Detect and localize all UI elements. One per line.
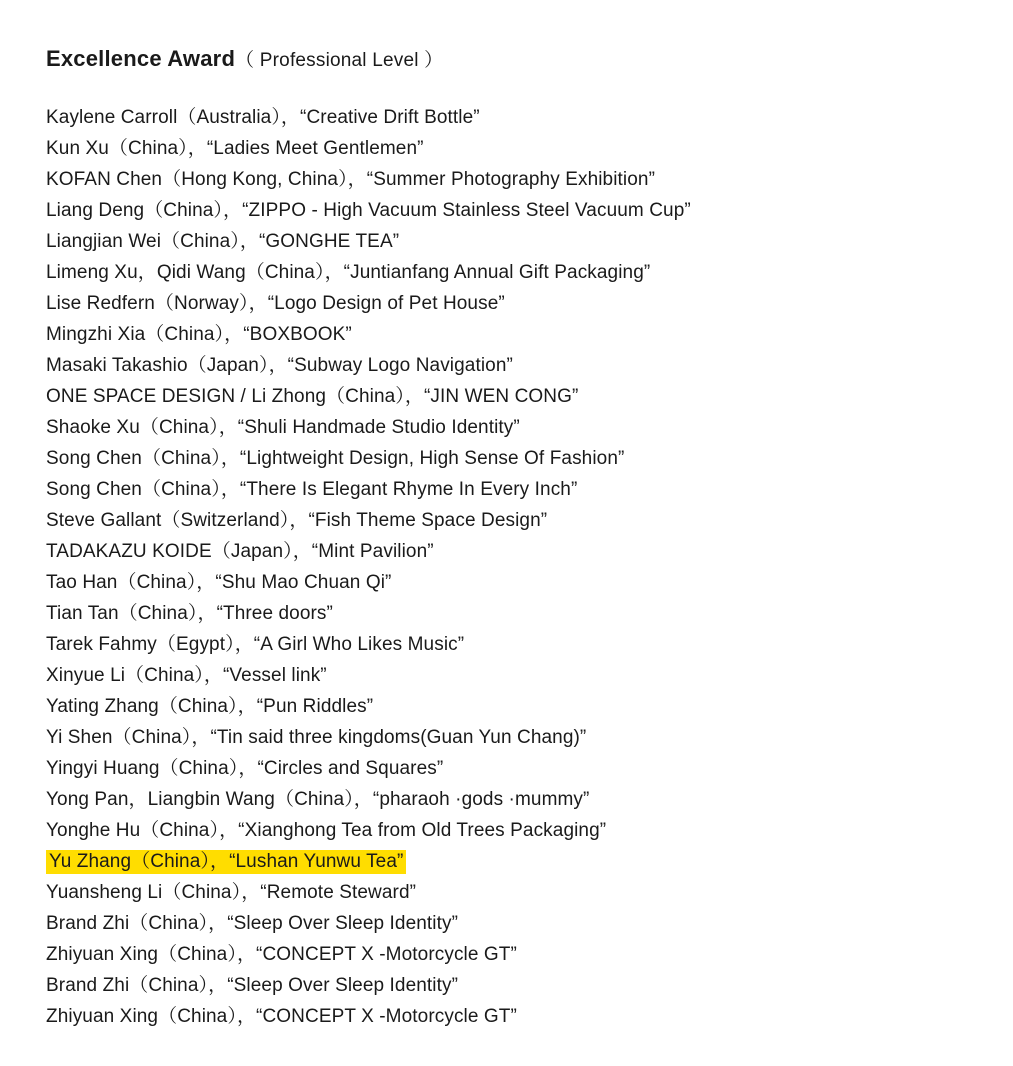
award-header bbox=[46, 44, 973, 76]
entry-text: Yonghe Hu（China），“Xianghong Tea from Old Trees Packaging” bbox=[46, 820, 607, 841]
list-item bbox=[46, 722, 973, 753]
list-item bbox=[46, 505, 973, 536]
list-item bbox=[46, 102, 973, 133]
entry-text: Kaylene Carroll（Australia），“Creative Drift Bottle” bbox=[46, 107, 480, 128]
entry-text: Liangjian Wei（China），“GONGHE TEA” bbox=[46, 231, 400, 252]
entry-text: Xinyue Li（China），“Vessel link” bbox=[46, 665, 327, 686]
entry-text: Yi Shen（China），“Tin said three kingdoms(Guan Yun Chang)” bbox=[46, 727, 587, 748]
award-level-label: （ Professional Level ） bbox=[235, 50, 444, 71]
list-item bbox=[46, 474, 973, 505]
entry-text: Yingyi Huang（China），“Circles and Squares” bbox=[46, 758, 444, 779]
entry-text: Yong Pan，Liangbin Wang（China），“pharaoh ·gods ·mummy” bbox=[46, 789, 590, 810]
entry-text: Brand Zhi（China），“Sleep Over Sleep Identity” bbox=[46, 913, 459, 934]
list-item bbox=[46, 970, 973, 1001]
entry-text: KOFAN Chen（Hong Kong, China），“Summer Photography Exhibition” bbox=[46, 169, 656, 190]
entry-text: Song Chen（China），“There Is Elegant Rhyme In Every Inch” bbox=[46, 479, 578, 500]
entry-text: Limeng Xu，Qidi Wang（China），“Juntianfang Annual Gift Packaging” bbox=[46, 262, 651, 283]
entry-text: Lise Redfern（Norway），“Logo Design of Pet House” bbox=[46, 293, 505, 314]
highlighted-entry-text: Yu Zhang（China），“Lushan Yunwu Tea” bbox=[46, 850, 406, 874]
entry-text: ONE SPACE DESIGN / Li Zhong（China），“JIN WEN CONG” bbox=[46, 386, 579, 407]
award-entry-list bbox=[46, 102, 973, 1032]
list-item bbox=[46, 660, 973, 691]
entry-text: Mingzhi Xia（China），“BOXBOOK” bbox=[46, 324, 352, 345]
entry-text: Yuansheng Li（China），“Remote Steward” bbox=[46, 882, 417, 903]
list-item bbox=[46, 846, 973, 877]
entry-text: Zhiyuan Xing（China），“CONCEPT X -Motorcycle GT” bbox=[46, 1006, 517, 1027]
page-title: Excellence Award bbox=[46, 46, 236, 71]
entry-text: TADAKAZU KOIDE（Japan），“Mint Pavilion” bbox=[46, 541, 434, 562]
entry-text: Masaki Takashio（Japan），“Subway Logo Navigation” bbox=[46, 355, 513, 376]
list-item bbox=[46, 350, 973, 381]
list-item bbox=[46, 691, 973, 722]
list-item bbox=[46, 567, 973, 598]
list-item bbox=[46, 939, 973, 970]
entry-text: Kun Xu（China），“Ladies Meet Gentlemen” bbox=[46, 138, 424, 159]
entry-text: Yating Zhang（China），“Pun Riddles” bbox=[46, 696, 374, 717]
entry-text: Shaoke Xu（China），“Shuli Handmade Studio Identity” bbox=[46, 417, 520, 438]
list-item bbox=[46, 288, 973, 319]
list-item bbox=[46, 195, 973, 226]
list-item bbox=[46, 443, 973, 474]
entry-text: Tarek Fahmy（Egypt），“A Girl Who Likes Music” bbox=[46, 634, 465, 655]
list-item bbox=[46, 598, 973, 629]
list-item bbox=[46, 381, 973, 412]
entry-text: Zhiyuan Xing（China），“CONCEPT X -Motorcycle GT” bbox=[46, 944, 517, 965]
entry-text: Steve Gallant（Switzerland），“Fish Theme Space Design” bbox=[46, 510, 548, 531]
list-item bbox=[46, 753, 973, 784]
list-item bbox=[46, 164, 973, 195]
entry-text: Tao Han（China），“Shu Mao Chuan Qi” bbox=[46, 572, 392, 593]
list-item bbox=[46, 412, 973, 443]
list-item bbox=[46, 815, 973, 846]
list-item bbox=[46, 133, 973, 164]
entry-text: Brand Zhi（China），“Sleep Over Sleep Identity” bbox=[46, 975, 459, 996]
list-item bbox=[46, 784, 973, 815]
list-item bbox=[46, 908, 973, 939]
entry-text: Song Chen（China），“Lightweight Design, High Sense Of Fashion” bbox=[46, 448, 625, 469]
entry-text: Tian Tan（China），“Three doors” bbox=[46, 603, 333, 624]
entry-text: Liang Deng（China），“ZIPPO - High Vacuum Stainless Steel Vacuum Cup” bbox=[46, 200, 691, 221]
list-item bbox=[46, 536, 973, 567]
list-item bbox=[46, 319, 973, 350]
list-item bbox=[46, 226, 973, 257]
list-item bbox=[46, 1001, 973, 1032]
list-item bbox=[46, 629, 973, 660]
list-item bbox=[46, 257, 973, 288]
list-item bbox=[46, 877, 973, 908]
